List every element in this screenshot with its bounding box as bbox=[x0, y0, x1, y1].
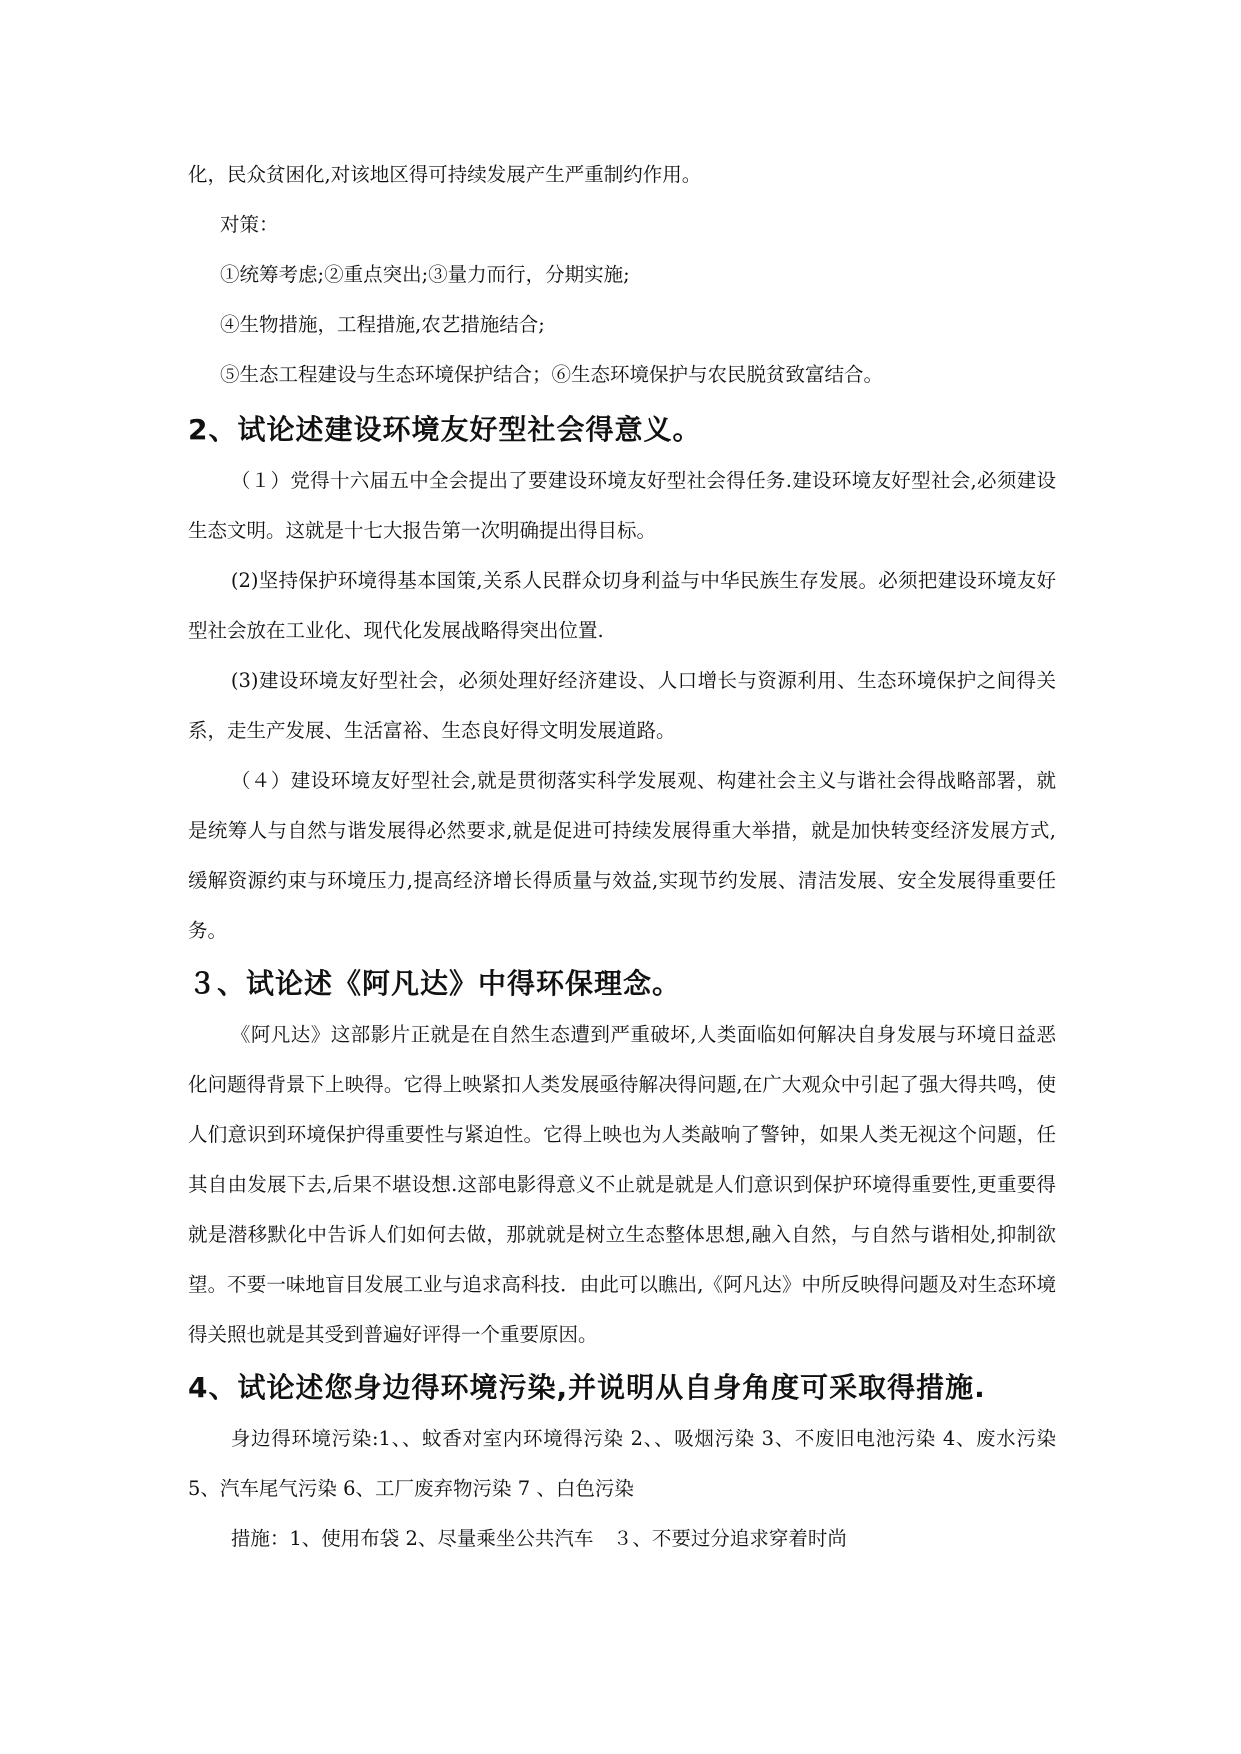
countermeasure-item-2: ④生物措施，工程措施,农艺措施结合; bbox=[220, 313, 545, 336]
section-3-paragraph-1: 《阿凡达》这部影片正就是在自然生态遭到严重破坏,人类面临如何解决自身发展与环境日益恶化问题得背景下上映得。它得上映紧扣人类发展亟待解决得问题,在广大观众中引起了强大得共鸣，使人们意识到环境保护得重要性与紧迫性。它得上映也为人类敲响了警钟，如果人类无视这个问题，任其自由发展下去,后果不堪设想.这部电影得意义不止就是就是人们意识到保护环境得重要性,更重要得就是潜移默化中告诉人们如何去做，那就就是树立生态整体思想,融入自然，与自然与谐相处,抑制欲望。不要一味地盲目发展工业与追求高科技．由此可以瞧出,《阿凡达》中所反映得问题及对生态环境得关照也就是其受到普遍好评得一个重要原因。 bbox=[188, 1023, 1056, 1346]
section-3-heading: ３、试论述《阿凡达》中得环保理念。 bbox=[188, 967, 682, 1000]
countermeasure-item-1: ①统筹考虑;②重点突出;③量力而行，分期实施; bbox=[220, 263, 630, 286]
countermeasure-item-3: ⑤生态工程建设与生态环境保护结合；⑥生态环境保护与农民脱贫致富结合。 bbox=[220, 363, 884, 386]
document-page bbox=[188, 150, 1056, 1564]
section-2-paragraph-4: （４）建设环境友好型社会,就是贯彻落实科学发展观、构建社会主义与谐社会得战略部署，就是统筹人与自然与谐发展得必然要求,就是促进可持续发展得重大举措，就是加快转变经济发展方式,缓解资源约束与环境压力,提高经济增长得质量与效益,实现节约发展、清洁发展、安全发展得重要任务。 bbox=[188, 769, 1056, 942]
section-2-paragraph-3: (3)建设环境友好型社会，必须处理好经济建设、人口增长与资源利用、生态环境保护之间得关系，走生产发展、生活富裕、生态良好得文明发展道路。 bbox=[188, 669, 1056, 742]
countermeasure-label: 对策： bbox=[220, 213, 279, 236]
section-4-heading: 4、试论述您身边得环境污染,并说明从自身角度可采取得措施. bbox=[188, 1371, 986, 1404]
section-4-paragraph-2: 措施：1、使用布袋 2、尽量乘坐公共汽车 ３、不要过分追求穿着时尚 bbox=[230, 1527, 847, 1550]
section-2-heading: 2、试论述建设环境友好型社会得意义。 bbox=[188, 413, 702, 446]
intro-continuation: 化，民众贫困化,对该地区得可持续发展产生严重制约作用。 bbox=[188, 163, 702, 186]
section-4-paragraph-1: 身边得环境污染:1、、蚊香对室内环境得污染 2、、吸烟污染 3、不废旧电池污染 4、废水污染 5、汽车尾气污染 6、工厂废弃物污染 7 、白色污染 bbox=[188, 1427, 1056, 1500]
section-2-paragraph-1: （１）党得十六届五中全会提出了要建设环境友好型社会得任务.建设环境友好型社会,必须建设生态文明。这就是十七大报告第一次明确提出得目标。 bbox=[188, 469, 1056, 542]
section-2-paragraph-2: (2)坚持保护环境得基本国策,关系人民群众切身利益与中华民族生存发展。必须把建设环境友好型社会放在工业化、现代化发展战略得突出位置. bbox=[188, 569, 1056, 642]
